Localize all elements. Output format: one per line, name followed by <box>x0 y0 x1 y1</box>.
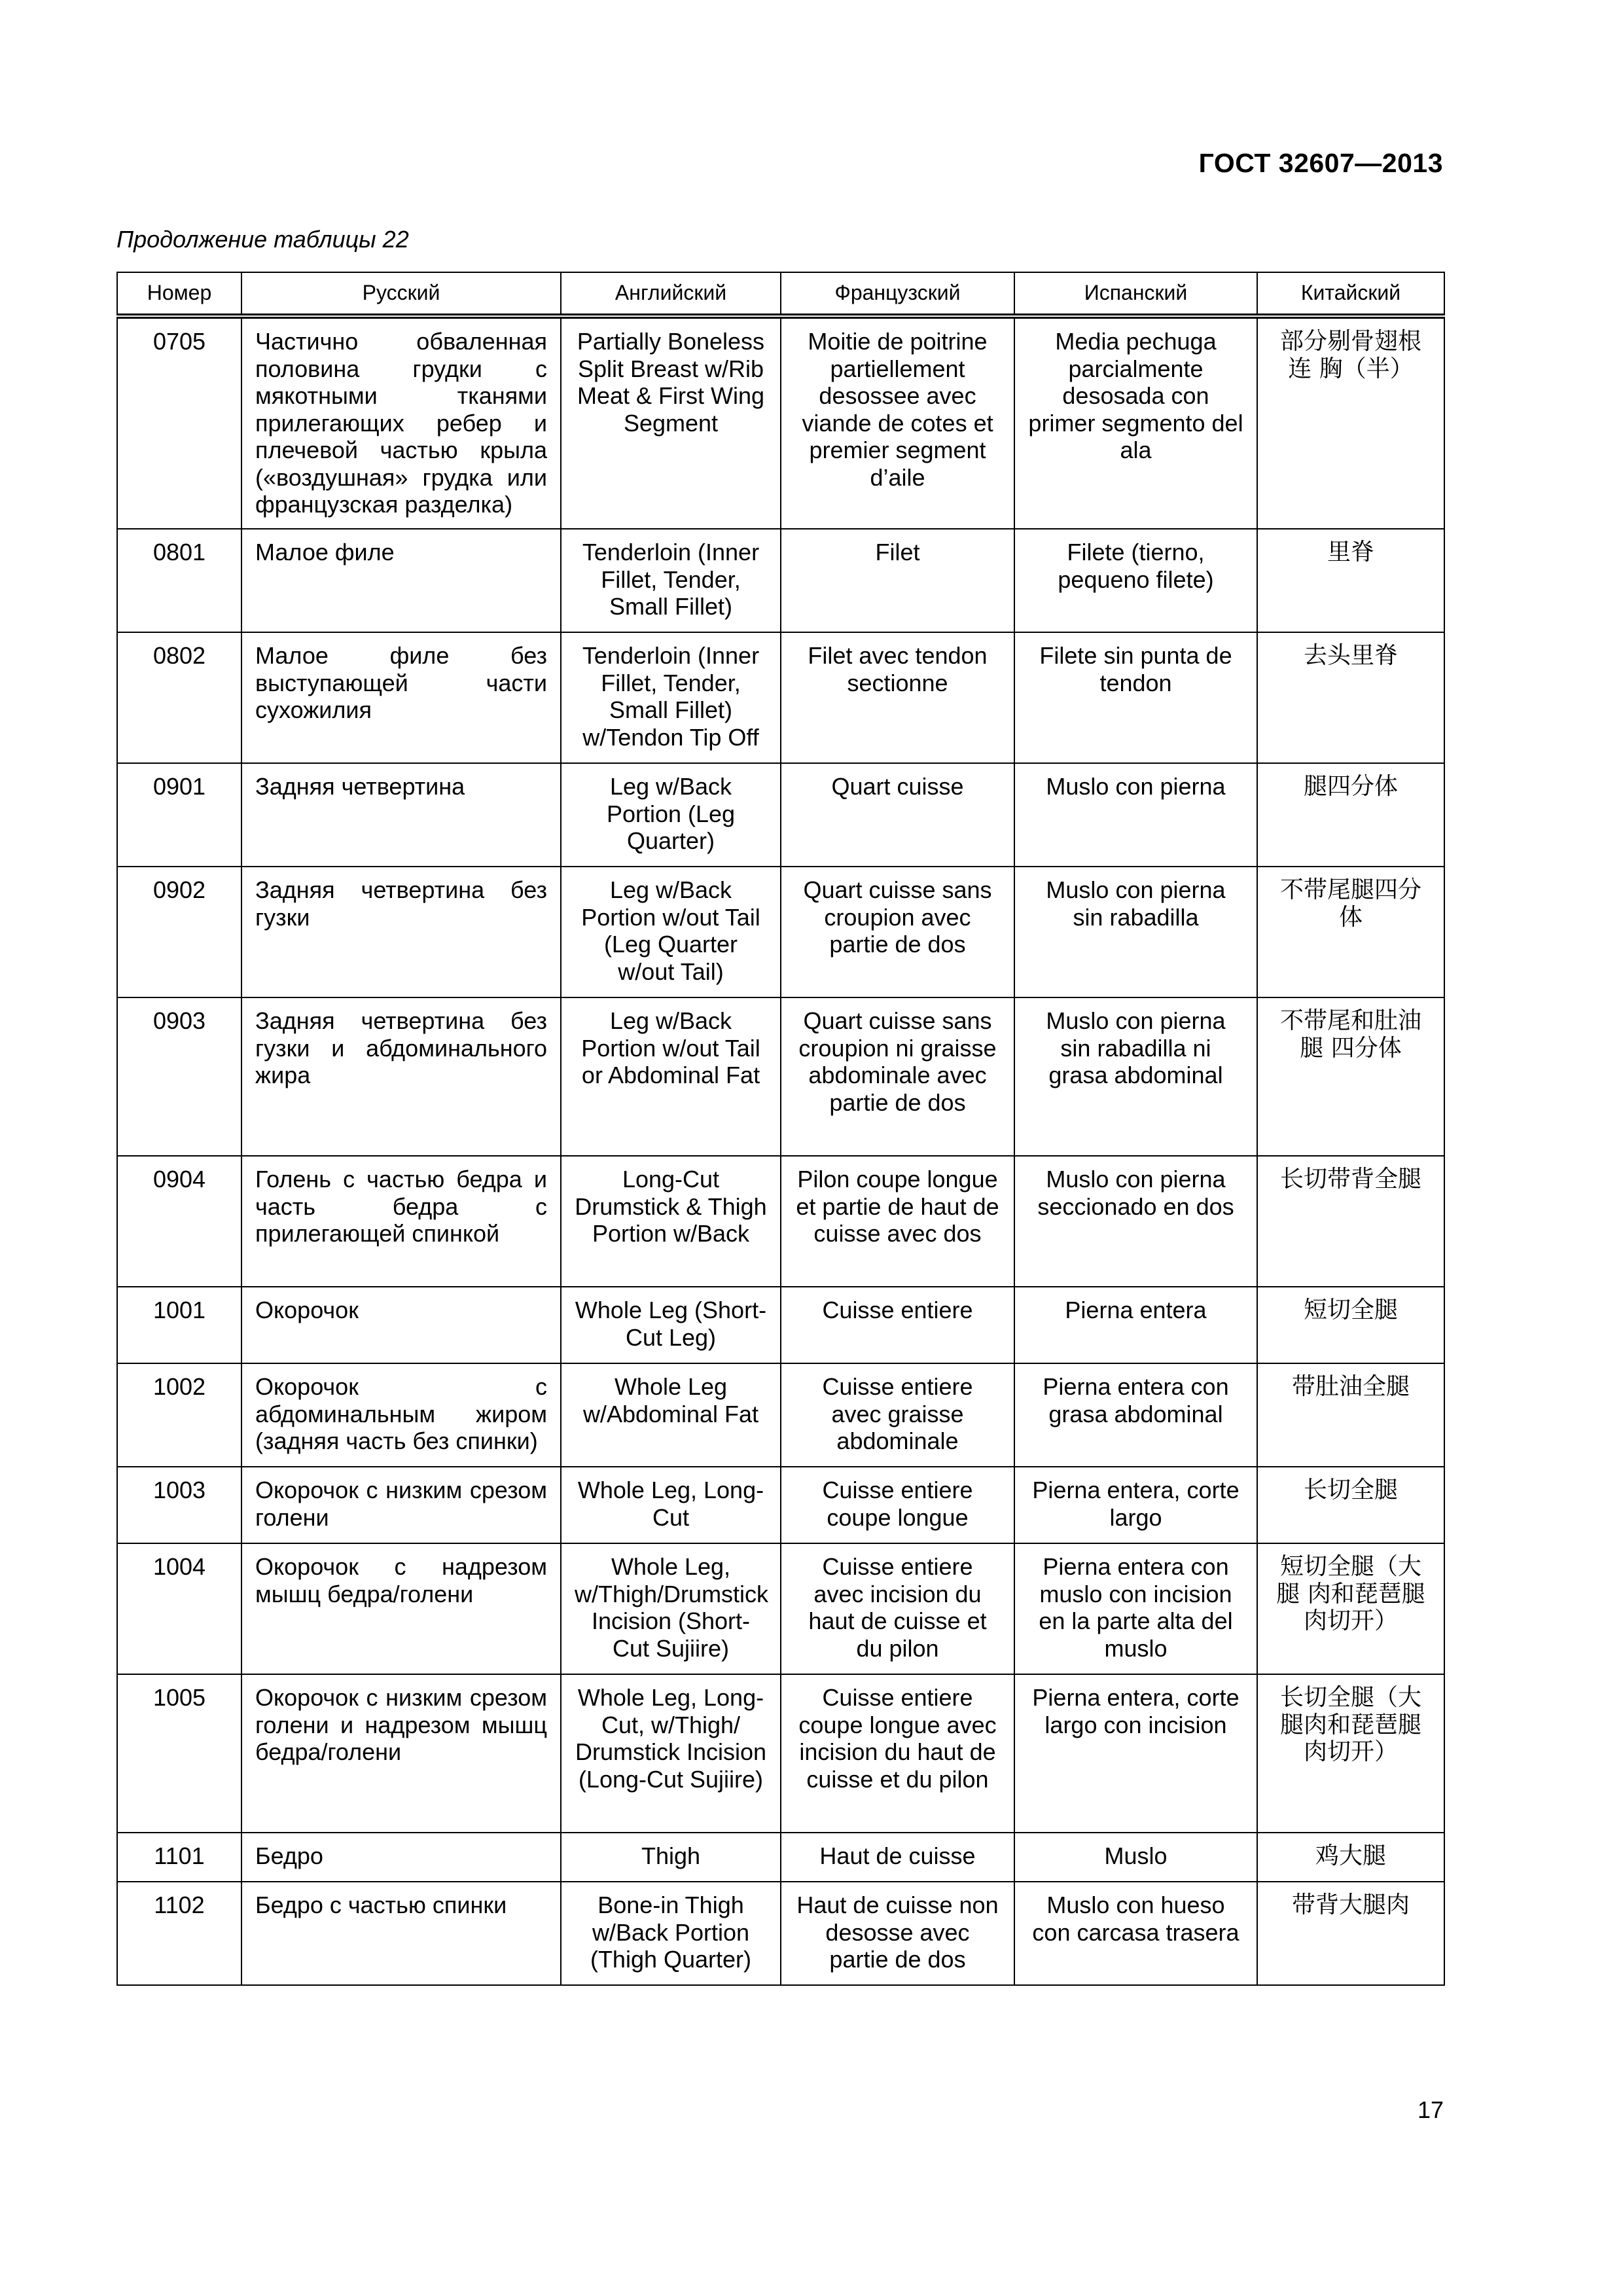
cell-french: Haut de cuisse non desosse avec partie de dos <box>781 1882 1014 1985</box>
cell-number: 0903 <box>117 997 241 1156</box>
table-caption: Продолжение таблицы 22 <box>116 226 409 253</box>
cell-english: Whole Leg, w/Thigh/Drumstick Incision (Short-Cut Sujiire) <box>561 1543 781 1674</box>
cell-spanish: Muslo con pierna sin rabadilla ni grasa abdominal <box>1014 997 1257 1156</box>
cell-russian: Малое филе без выступающей части сухожилия <box>241 632 561 763</box>
cell-spanish: Pierna entera <box>1014 1287 1257 1363</box>
cell-english: Thigh <box>561 1833 781 1882</box>
column-header-russian: Русский <box>241 272 561 316</box>
cell-number: 1004 <box>117 1543 241 1674</box>
page-number: 17 <box>1417 2096 1444 2123</box>
cell-spanish: Media pechuga parcialmente desosada con primer segmento del ala <box>1014 316 1257 529</box>
table-row <box>117 1287 1444 1363</box>
cell-chinese: 不带尾腿四分体 <box>1257 867 1444 997</box>
table-row <box>117 1674 1444 1833</box>
cell-russian: Задняя четвертина без гузки и абдоминального жира <box>241 997 561 1156</box>
cell-number: 0705 <box>117 316 241 529</box>
cell-number: 1101 <box>117 1833 241 1882</box>
cell-spanish: Filete sin punta de tendon <box>1014 632 1257 763</box>
cell-english: Tenderloin (Inner Fillet, Tender, Small Fillet) <box>561 529 781 632</box>
cell-russian: Задняя четвертина без гузки <box>241 867 561 997</box>
cell-french: Filet <box>781 529 1014 632</box>
column-header-french: Французский <box>781 272 1014 316</box>
table-row <box>117 316 1444 529</box>
cell-russian: Голень с частью бедра и часть бедра с прилегающей спинкой <box>241 1156 561 1287</box>
cell-spanish: Pierna entera, corte largo <box>1014 1467 1257 1543</box>
cell-english: Whole Leg w/Abdominal Fat <box>561 1363 781 1467</box>
cell-russian: Окорочок с абдоминальным жиром (задняя часть без спинки) <box>241 1363 561 1467</box>
table-row <box>117 997 1444 1156</box>
table-row <box>117 1543 1444 1674</box>
table-row <box>117 1363 1444 1467</box>
cell-spanish: Muslo con pierna sin rabadilla <box>1014 867 1257 997</box>
cell-chinese: 长切全腿（大腿肉和琵琶腿肉切开） <box>1257 1674 1444 1833</box>
column-header-english: Английский <box>561 272 781 316</box>
cell-english: Bone-in Thigh w/Back Portion (Thigh Quarter) <box>561 1882 781 1985</box>
table-row <box>117 529 1444 632</box>
table-row <box>117 632 1444 763</box>
cell-spanish: Muslo con pierna <box>1014 763 1257 867</box>
cell-english: Long-Cut Drumstick & Thigh Portion w/Back <box>561 1156 781 1287</box>
cell-number: 1005 <box>117 1674 241 1833</box>
cell-russian: Малое филе <box>241 529 561 632</box>
cell-chinese: 鸡大腿 <box>1257 1833 1444 1882</box>
cell-french: Haut de cuisse <box>781 1833 1014 1882</box>
cell-russian: Окорочок с низким срезом голени и надрезом мышц бедра/голени <box>241 1674 561 1833</box>
table-row <box>117 763 1444 867</box>
table-row <box>117 1833 1444 1882</box>
cell-spanish: Filete (tierno, pequeno filete) <box>1014 529 1257 632</box>
cell-chinese: 去头里脊 <box>1257 632 1444 763</box>
column-header-chinese: Китайский <box>1257 272 1444 316</box>
cell-french: Cuisse entiere coupe longue avec incision du haut de cuisse et du pilon <box>781 1674 1014 1833</box>
cell-french: Filet avec tendon sectionne <box>781 632 1014 763</box>
cell-number: 0904 <box>117 1156 241 1287</box>
cell-spanish: Pierna entera con muslo con incision en la parte alta del muslo <box>1014 1543 1257 1674</box>
cell-russian: Бедро с частью спинки <box>241 1882 561 1985</box>
cell-english: Leg w/Back Portion w/out Tail or Abdominal Fat <box>561 997 781 1156</box>
cell-number: 1003 <box>117 1467 241 1543</box>
cell-english: Leg w/Back Portion w/out Tail (Leg Quarter w/out Tail) <box>561 867 781 997</box>
header-row <box>117 272 1444 316</box>
table-body <box>117 316 1444 1985</box>
cell-french: Quart cuisse sans croupion ni graisse abdominale avec partie de dos <box>781 997 1014 1156</box>
cell-french: Pilon coupe longue et partie de haut de cuisse avec dos <box>781 1156 1014 1287</box>
column-header-number: Номер <box>117 272 241 316</box>
table-row <box>117 1156 1444 1287</box>
cell-english: Partially Boneless Split Breast w/Rib Meat & First Wing Segment <box>561 316 781 529</box>
cell-chinese: 带背大腿肉 <box>1257 1882 1444 1985</box>
cell-french: Quart cuisse <box>781 763 1014 867</box>
cell-number: 0901 <box>117 763 241 867</box>
cell-french: Cuisse entiere coupe longue <box>781 1467 1014 1543</box>
cell-number: 0801 <box>117 529 241 632</box>
cell-number: 0902 <box>117 867 241 997</box>
cell-russian: Бедро <box>241 1833 561 1882</box>
cell-french: Cuisse entiere avec graisse abdominale <box>781 1363 1014 1467</box>
cell-number: 1102 <box>117 1882 241 1985</box>
cell-russian: Окорочок с низким срезом голени <box>241 1467 561 1543</box>
cell-spanish: Pierna entera con grasa abdominal <box>1014 1363 1257 1467</box>
cell-chinese: 短切全腿（大腿 肉和琵琶腿肉切开） <box>1257 1543 1444 1674</box>
cell-russian: Окорочок <box>241 1287 561 1363</box>
table-row <box>117 1882 1444 1985</box>
cell-english: Whole Leg (Short-Cut Leg) <box>561 1287 781 1363</box>
cell-chinese: 里脊 <box>1257 529 1444 632</box>
cell-russian: Окорочок с надрезом мышц бедра/голени <box>241 1543 561 1674</box>
cell-chinese: 长切全腿 <box>1257 1467 1444 1543</box>
table-header <box>117 272 1444 316</box>
cell-number: 1001 <box>117 1287 241 1363</box>
terms-table <box>116 272 1445 1986</box>
cell-number: 1002 <box>117 1363 241 1467</box>
table-row <box>117 1467 1444 1543</box>
cell-spanish: Pierna entera, corte largo con incision <box>1014 1674 1257 1833</box>
cell-french: Cuisse entiere <box>781 1287 1014 1363</box>
cell-spanish: Muslo <box>1014 1833 1257 1882</box>
cell-russian: Частично обваленная половина грудки с мякотными тканями прилегающих ребер и плечевой частью крыла («воздушная» грудка или французская разделка) <box>241 316 561 529</box>
cell-chinese: 不带尾和肚油腿 四分体 <box>1257 997 1444 1156</box>
cell-french: Quart cuisse sans croupion avec partie de dos <box>781 867 1014 997</box>
cell-english: Whole Leg, Long-Cut <box>561 1467 781 1543</box>
cell-number: 0802 <box>117 632 241 763</box>
cell-french: Moitie de poitrine partiellement desossee avec viande de cotes et premier segment d’aile <box>781 316 1014 529</box>
cell-spanish: Muslo con pierna seccionado en dos <box>1014 1156 1257 1287</box>
cell-chinese: 带肚油全腿 <box>1257 1363 1444 1467</box>
cell-french: Cuisse entiere avec incision du haut de cuisse et du pilon <box>781 1543 1014 1674</box>
cell-russian: Задняя четвертина <box>241 763 561 867</box>
cell-chinese: 部分剔骨翅根连 胸（半） <box>1257 316 1444 529</box>
column-header-spanish: Испанский <box>1014 272 1257 316</box>
cell-english: Tenderloin (Inner Fillet, Tender, Small Fillet) w/Tendon Tip Off <box>561 632 781 763</box>
cell-chinese: 短切全腿 <box>1257 1287 1444 1363</box>
document-code: ГОСТ 32607—2013 <box>1198 148 1443 178</box>
cell-spanish: Muslo con hueso con carcasa trasera <box>1014 1882 1257 1985</box>
cell-english: Leg w/Back Portion (Leg Quarter) <box>561 763 781 867</box>
cell-chinese: 长切带背全腿 <box>1257 1156 1444 1287</box>
table-row <box>117 867 1444 997</box>
cell-chinese: 腿四分体 <box>1257 763 1444 867</box>
cell-english: Whole Leg, Long-Cut, w/Thigh/ Drumstick Incision (Long-Cut Sujiire) <box>561 1674 781 1833</box>
